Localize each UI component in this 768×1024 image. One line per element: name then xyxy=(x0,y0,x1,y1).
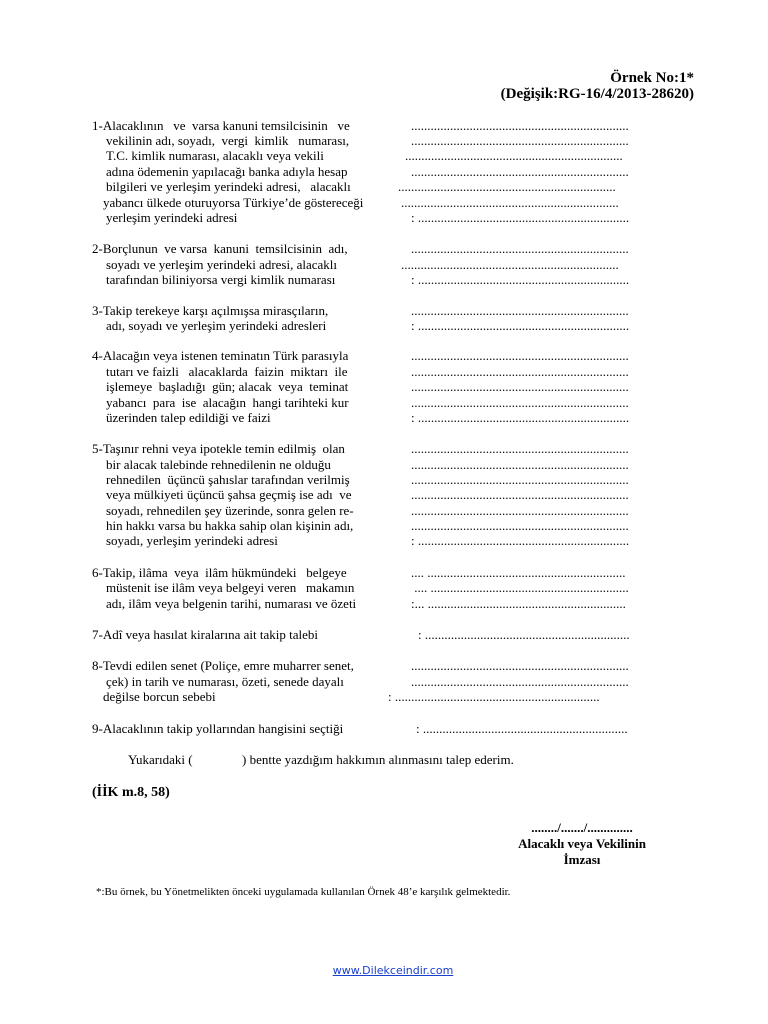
fill-in-line[interactable]: : ................................................................. xyxy=(411,410,630,425)
item-label-line: soyadı, rehnedilen şey üzerinde, sonra gelen re- xyxy=(106,503,354,518)
item-label-line: 9-Alacaklının takip yollarından hangisini seçtiği xyxy=(92,721,344,736)
item-label-line: 1-Alacaklının ve varsa kanuni temsilcisinin ve xyxy=(92,118,350,133)
fill-in-line[interactable]: : ................................................................. xyxy=(411,318,630,333)
fill-in-line[interactable]: ................................................................... xyxy=(411,164,629,179)
fill-in-line[interactable]: .... ............................................................. xyxy=(411,565,626,580)
fill-in-line[interactable]: ................................................................... xyxy=(411,348,629,363)
item-label-line: 3-Takip terekeye karşı açılmışsa mirasçıların, xyxy=(92,303,329,318)
item-label-line: 8-Tevdi edilen senet (Poliçe, emre muharrer senet, xyxy=(92,658,354,673)
fill-in-line[interactable]: ................................................................... xyxy=(411,457,629,472)
item-label-line: bilgileri ve yerleşim yerindeki adresi, alacaklı xyxy=(106,179,351,194)
legal-reference: (İİK m.8, 58) xyxy=(92,785,170,800)
item-label-line: yerleşim yerindeki adresi xyxy=(106,210,238,225)
fill-in-line[interactable]: : ................................................................. xyxy=(411,210,630,225)
fill-in-line[interactable]: ................................................................... xyxy=(401,195,619,210)
fill-in-line[interactable]: : ............................................................... xyxy=(416,721,628,736)
item-label-line: soyadı ve yerleşim yerindeki adresi, alacaklı xyxy=(106,257,338,272)
fill-in-line[interactable]: ................................................................... xyxy=(401,257,619,272)
item-label-line: çek) in tarih ve numarası, özeti, senede dayalı xyxy=(106,674,344,689)
example-number: Örnek No:1* xyxy=(610,70,694,86)
fill-in-line[interactable]: ................................................................... xyxy=(411,379,629,394)
item-label-line: veya mülkiyeti üçüncü şahsa geçmiş ise adı ve xyxy=(106,487,352,502)
item-label-line: müstenit ise ilâm veya belgeyi veren makamın xyxy=(106,580,355,595)
fill-in-line[interactable]: : ............................................................... xyxy=(388,689,600,704)
item-label-line: değilse borcun sebebi xyxy=(103,689,216,704)
request-sentence-start: Yukarıdaki ( xyxy=(128,752,193,767)
item-label-line: 6-Takip, ilâma veya ilâm hükmündeki belgeye xyxy=(92,565,347,580)
fill-in-line[interactable]: ................................................................... xyxy=(411,395,629,410)
fill-in-line[interactable]: ................................................................... xyxy=(411,503,629,518)
fill-in-line[interactable]: .... ............................................................. xyxy=(411,580,629,595)
fill-in-line[interactable]: ................................................................... xyxy=(411,472,629,487)
item-label-line: tutarı ve faizli alacaklarda faizin miktarı ile xyxy=(106,364,348,379)
item-label-line: 5-Taşınır rehni veya ipotekle temin edilmiş olan xyxy=(92,441,345,456)
item-label-line: 7-Adî veya hasılat kiralarına ait takip talebi xyxy=(92,627,318,642)
item-label-line: adı, soyadı ve yerleşim yerindeki adresleri xyxy=(106,318,327,333)
fill-in-line[interactable]: : ................................................................. xyxy=(411,272,630,287)
item-label-line: 2-Borçlunun ve varsa kanuni temsilcisinin adı, xyxy=(92,241,348,256)
fill-in-line[interactable]: ................................................................... xyxy=(411,674,629,689)
item-label-line: 4-Alacağın veya istenen teminatın Türk parasıyla xyxy=(92,348,349,363)
item-label-line: adı, ilâm veya belgenin tarihi, numarası ve özeti xyxy=(106,596,357,611)
fill-in-line[interactable]: :... ............................................................. xyxy=(411,596,626,611)
item-label-line: işlemeye başladığı gün; alacak veya teminat xyxy=(106,379,349,394)
amendment-note: (Değişik:RG-16/4/2013-28620) xyxy=(500,86,694,102)
item-label-line: üzerinden talep edildiği ve faizi xyxy=(106,410,271,425)
item-label-line: tarafından biliniyorsa vergi kimlik numarası xyxy=(106,272,336,287)
item-label-line: yabancı para ise alacağın hangi tarihteki kur xyxy=(106,395,349,410)
item-label-line: T.C. kimlik numarası, alacaklı veya vekili xyxy=(106,148,324,163)
item-label-line: bir alacak talebinde rehnedilenin ne olduğu xyxy=(106,457,331,472)
fill-in-line[interactable]: ................................................................... xyxy=(411,518,629,533)
fill-in-line[interactable]: ................................................................... xyxy=(398,179,616,194)
fill-in-line[interactable]: ................................................................... xyxy=(405,148,623,163)
signature-date[interactable]: ......../......./.............. xyxy=(531,820,633,835)
request-sentence-end: ) bentte yazdığım hakkımın alınmasını talep ederim. xyxy=(242,752,514,767)
item-label-line: yabancı ülkede oturuyorsa Türkiye’de göstereceği xyxy=(103,195,364,210)
footer-website-link[interactable]: www.Dilekceindir.com xyxy=(332,964,454,977)
fill-in-line[interactable]: ................................................................... xyxy=(411,658,629,673)
footnote: *:Bu örnek, bu Yönetmelikten önceki uygulamada kullanılan Örnek 48’e karşılık gelmektedir. xyxy=(96,886,511,898)
fill-in-line[interactable]: ................................................................... xyxy=(411,118,629,133)
fill-in-line[interactable]: ................................................................... xyxy=(411,441,629,456)
fill-in-line[interactable]: : ................................................................. xyxy=(411,533,630,548)
signature-label: İmzası xyxy=(563,852,601,867)
fill-in-line[interactable]: : ............................................................... xyxy=(418,627,630,642)
fill-in-line[interactable]: ................................................................... xyxy=(411,364,629,379)
item-label-line: adına ödemenin yapılacağı banka adıyla hesap xyxy=(106,164,348,179)
item-label-line: vekilinin adı, soyadı, vergi kimlik numarası, xyxy=(106,133,350,148)
item-label-line: soyadı, yerleşim yerindeki adresi xyxy=(106,533,278,548)
fill-in-line[interactable]: ................................................................... xyxy=(411,487,629,502)
item-number-blank[interactable] xyxy=(200,751,238,767)
item-label-line: rehnedilen üçüncü şahıslar tarafından verilmiş xyxy=(106,472,350,487)
item-label-line: hin hakkı varsa bu hakka sahip olan kişinin adı, xyxy=(106,518,354,533)
fill-in-line[interactable]: ................................................................... xyxy=(411,241,629,256)
fill-in-line[interactable]: ................................................................... xyxy=(411,303,629,318)
fill-in-line[interactable]: ................................................................... xyxy=(411,133,629,148)
signature-title: Alacaklı veya Vekilinin xyxy=(518,836,646,851)
